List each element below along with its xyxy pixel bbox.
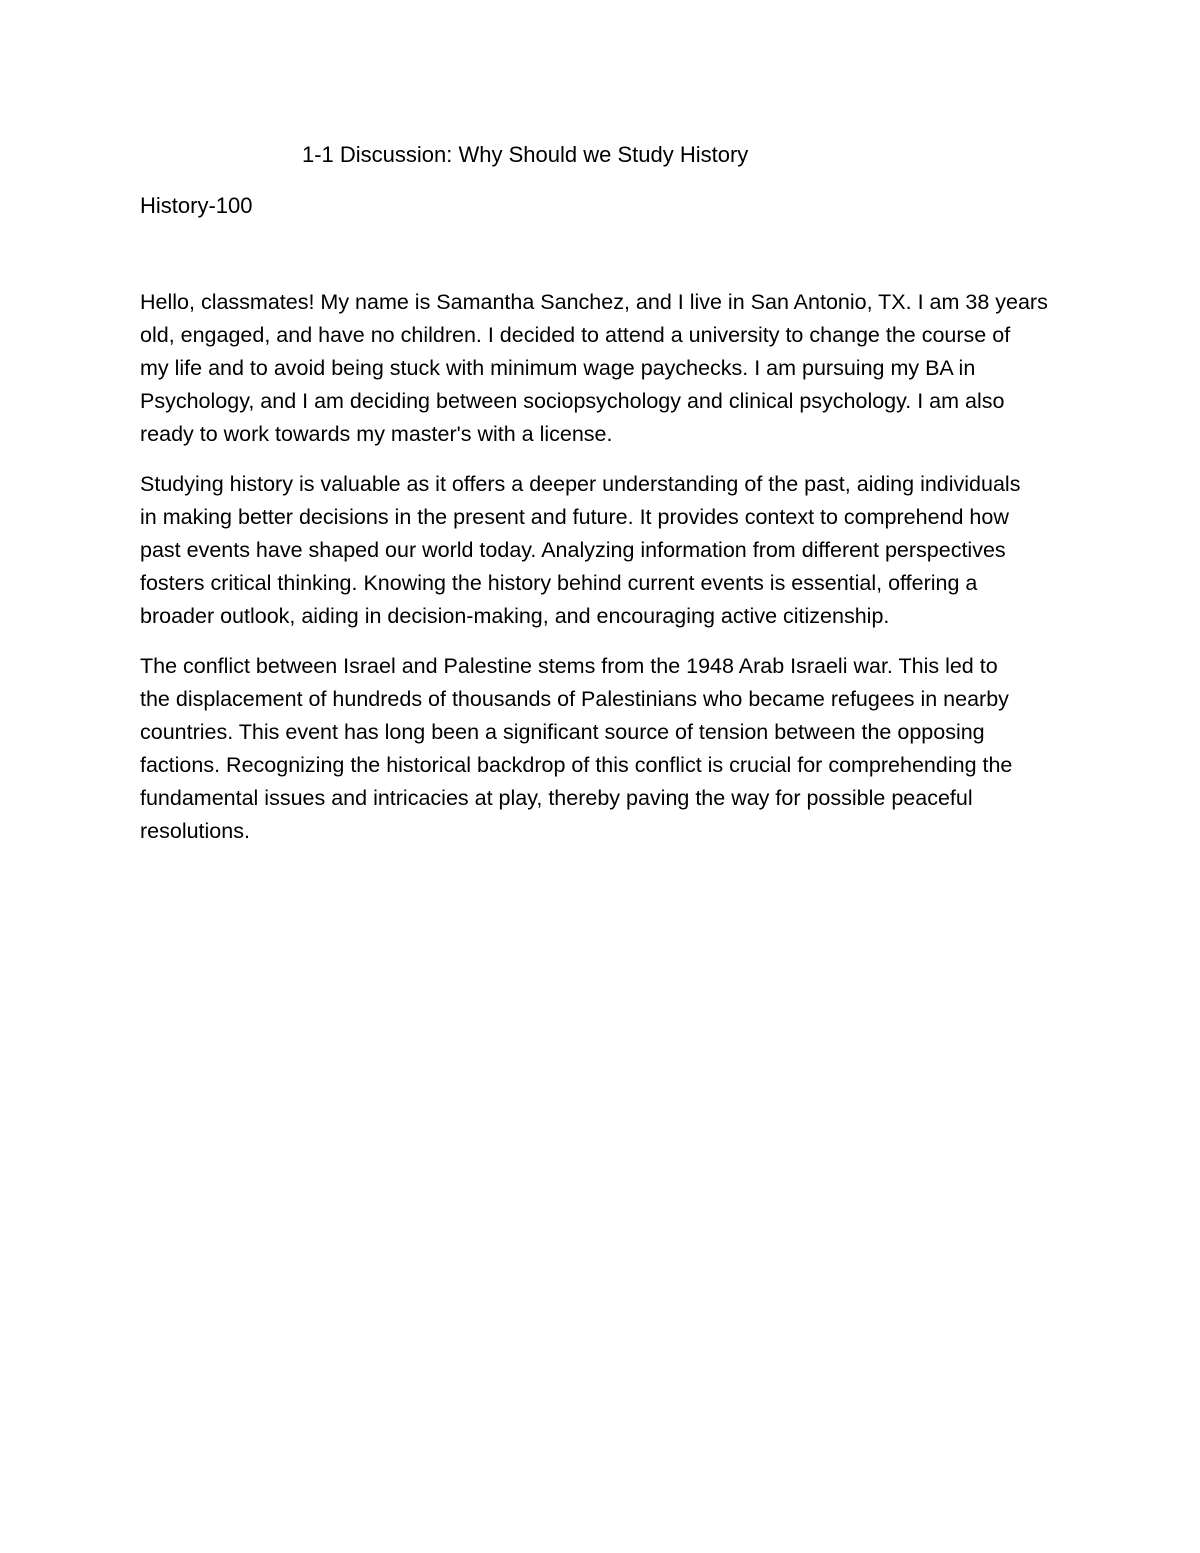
paragraph-line: past events have shaped our world today. Analyzing information from different perspectives xyxy=(140,538,1006,562)
paragraph-line: in making better decisions in the present and future. It provides context to comprehend how xyxy=(140,505,1009,529)
paragraph-line: Hello, classmates! My name is Samantha Sanchez, and I live in San Antonio, TX. I am 38 years xyxy=(140,290,1048,314)
document-title: 1-1 Discussion: Why Should we Study History xyxy=(302,142,749,167)
paragraph-line: factions. Recognizing the historical backdrop of this conflict is crucial for comprehending the xyxy=(140,753,1013,777)
paragraph-line: ready to work towards my master's with a license. xyxy=(140,422,613,446)
paragraph-line: Studying history is valuable as it offers a deeper understanding of the past, aiding individuals xyxy=(140,472,1021,496)
paragraph-line: countries. This event has long been a significant source of tension between the opposing xyxy=(140,720,985,744)
paragraph-line: broader outlook, aiding in decision-making, and encouraging active citizenship. xyxy=(140,604,890,628)
paragraph-line: Psychology, and I am deciding between sociopsychology and clinical psychology. I am also xyxy=(140,389,1005,413)
paragraph-line: fundamental issues and intricacies at play, thereby paving the way for possible peaceful xyxy=(140,786,973,810)
course-label: History-100 xyxy=(140,193,253,218)
paragraph-conflict-example xyxy=(140,650,1070,848)
paragraph-line: the displacement of hundreds of thousands of Palestinians who became refugees in nearby xyxy=(140,687,1009,711)
paragraph-line: The conflict between Israel and Palestine stems from the 1948 Arab Israeli war. This led to xyxy=(140,654,998,678)
paragraph-why-study-history xyxy=(140,468,1070,633)
paragraph-line: old, engaged, and have no children. I decided to attend a university to change the course of xyxy=(140,323,1011,347)
paragraph-line: my life and to avoid being stuck with minimum wage paychecks. I am pursuing my BA in xyxy=(140,356,976,380)
paragraph-line: fosters critical thinking. Knowing the history behind current events is essential, offering a xyxy=(140,571,978,595)
paragraph-line: resolutions. xyxy=(140,819,250,843)
paragraph-introduction xyxy=(140,286,1070,451)
